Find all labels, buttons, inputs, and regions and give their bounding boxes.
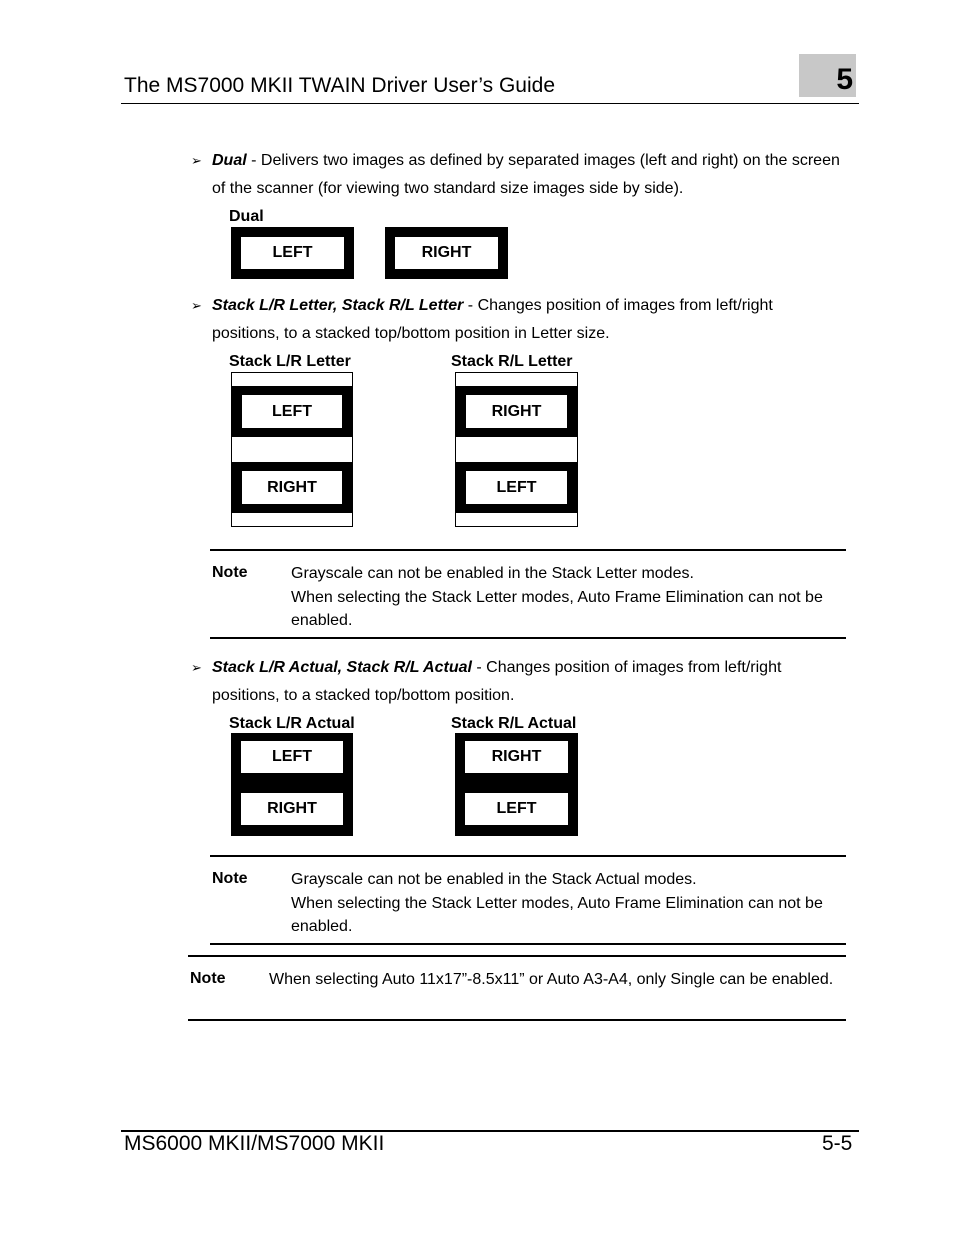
note-rule-top xyxy=(188,955,846,957)
note-label: Note xyxy=(190,970,226,987)
note-line: When selecting the Stack Letter modes, Auto Frame Elimination can not be enabled. xyxy=(291,894,823,935)
dual-term: Dual xyxy=(212,152,247,169)
stack-rl-letter-bottom-label: LEFT xyxy=(466,471,567,504)
dual-left-label: LEFT xyxy=(241,237,344,269)
note-rule-top xyxy=(210,549,846,551)
stack-letter-description xyxy=(212,292,842,348)
stack-letter-desc: - Changes position of images from left/right positions, to a stacked top/bottom position in Letter size. xyxy=(212,297,773,342)
bullet-arrow-icon: ➢ xyxy=(191,298,202,313)
dual-caption: Dual xyxy=(229,208,264,225)
stack-lr-actual-frame xyxy=(231,733,353,836)
bullet-arrow-icon: ➢ xyxy=(191,660,202,675)
dual-left-frame xyxy=(231,227,354,279)
stack-actual-description xyxy=(212,654,842,710)
stack-rl-actual-top-label: RIGHT xyxy=(465,741,568,773)
header-rule xyxy=(121,103,859,104)
note-rule-top xyxy=(210,855,846,857)
note-label: Note xyxy=(212,564,248,581)
stack-lr-letter-top-label: LEFT xyxy=(242,395,342,428)
note-text xyxy=(291,868,843,939)
stack-lr-actual-caption: Stack L/R Actual xyxy=(229,715,355,732)
stack-lr-actual-bottom-label: RIGHT xyxy=(241,793,343,825)
chapter-number-tab xyxy=(799,54,856,97)
stack-rl-actual-frame xyxy=(455,733,578,836)
dual-right-frame xyxy=(385,227,508,279)
note-text xyxy=(291,562,843,633)
dual-desc: - Delivers two images as defined by separated images (left and right) on the screen of the scanner (for viewing two standard size images side by side). xyxy=(212,152,840,197)
stack-rl-actual-caption: Stack R/L Actual xyxy=(451,715,577,732)
note-rule-bottom xyxy=(210,637,846,639)
stack-lr-letter-page xyxy=(231,372,353,527)
note-line: When selecting the Stack Letter modes, Auto Frame Elimination can not be enabled. xyxy=(291,588,823,629)
stack-rl-letter-page xyxy=(455,372,578,527)
dual-right-label: RIGHT xyxy=(395,237,498,269)
stack-rl-letter-bottom-frame xyxy=(456,462,577,513)
stack-actual-desc: - Changes position of images from left/right positions, to a stacked top/bottom position. xyxy=(212,659,782,704)
stack-letter-term: Stack L/R Letter, Stack R/L Letter xyxy=(212,297,464,314)
stack-lr-letter-caption: Stack L/R Letter xyxy=(229,353,351,370)
stack-rl-letter-top-frame xyxy=(456,386,577,437)
note-rule-bottom xyxy=(210,943,846,945)
stack-lr-letter-bottom-label: RIGHT xyxy=(242,471,342,504)
stack-lr-letter-bottom-frame xyxy=(232,462,352,513)
stack-rl-actual-bottom-label: LEFT xyxy=(465,793,568,825)
stack-rl-letter-caption: Stack R/L Letter xyxy=(451,353,573,370)
dual-description xyxy=(212,147,842,203)
note-label: Note xyxy=(212,870,248,887)
footer-page-number: 5-5 xyxy=(822,1132,853,1155)
footer-product-name: MS6000 MKII/MS7000 MKII xyxy=(124,1132,385,1155)
note-line: Grayscale can not be enabled in the Stack Actual modes. xyxy=(291,871,697,888)
stack-rl-letter-top-label: RIGHT xyxy=(466,395,567,428)
stack-lr-actual-top-label: LEFT xyxy=(241,741,343,773)
bullet-arrow-icon: ➢ xyxy=(191,153,202,168)
note-rule-bottom xyxy=(188,1019,846,1021)
stack-lr-letter-top-frame xyxy=(232,386,352,437)
note-text: When selecting Auto 11x17”-8.5x11” or Auto A3-A4, only Single can be enabled. xyxy=(269,971,834,988)
note-line: Grayscale can not be enabled in the Stack Letter modes. xyxy=(291,565,694,582)
stack-actual-term: Stack L/R Actual, Stack R/L Actual xyxy=(212,659,472,676)
page-header-title: The MS7000 MKII TWAIN Driver User’s Guide xyxy=(124,74,556,97)
chapter-number: 5 xyxy=(836,63,853,96)
